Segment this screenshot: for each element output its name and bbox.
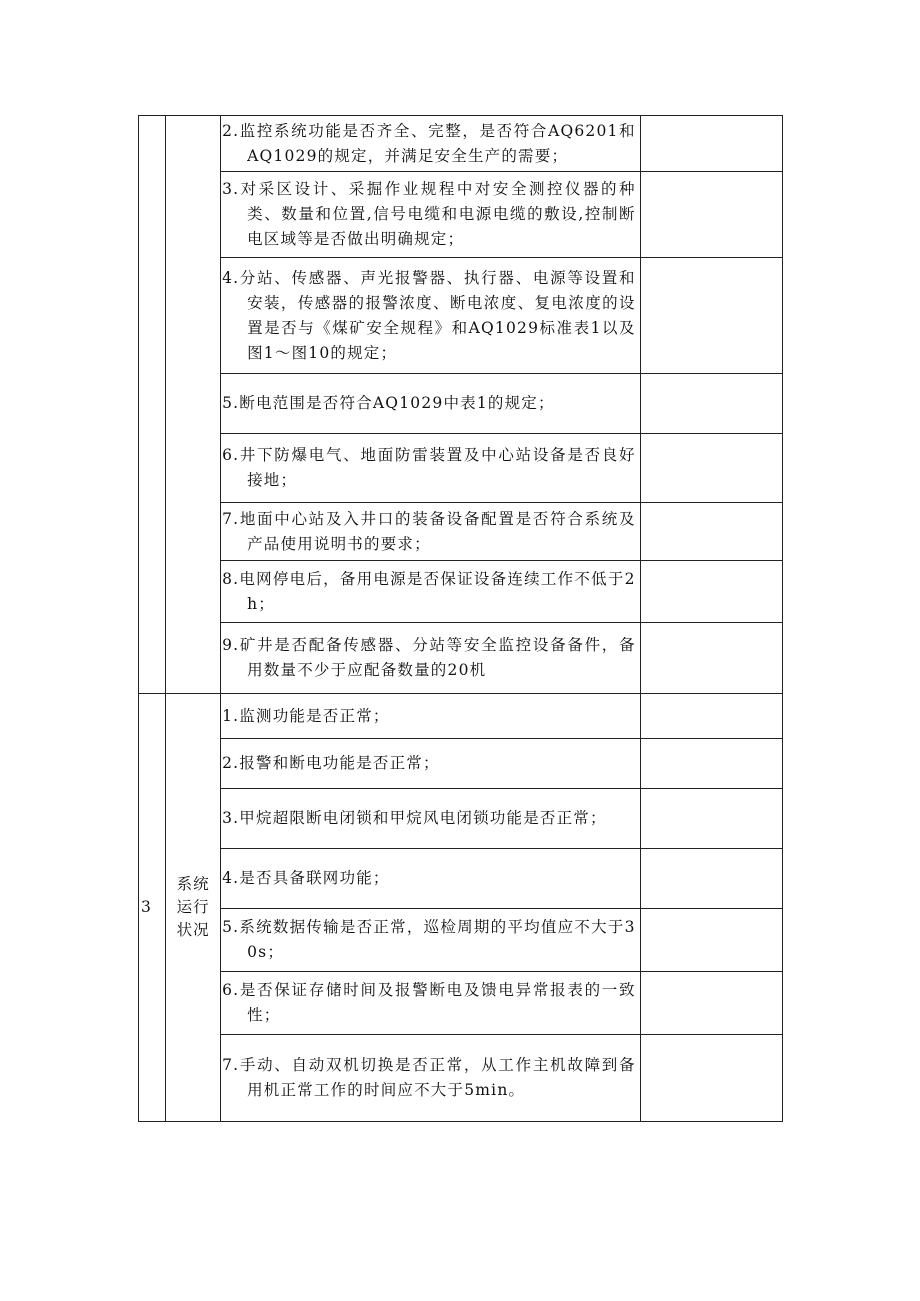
table-row xyxy=(139,1035,783,1122)
item-cell xyxy=(221,849,641,909)
item-text: 4.分站、传感器、声光报警器、执行器、电源等设置和安装，传感器的报警浓度、断电浓度、复电浓度的设置是否与《煤矿安全规程》和AQ1029标准表1以及图1～图10的规定； xyxy=(222,268,636,362)
item-text: 5.断电范围是否符合AQ1029中表1的规定； xyxy=(222,394,555,412)
result-cell xyxy=(640,172,782,258)
table-row xyxy=(139,909,783,972)
table-row xyxy=(139,374,783,434)
table-row xyxy=(139,739,783,789)
table-row xyxy=(139,849,783,909)
table-row xyxy=(139,172,783,258)
item-cell xyxy=(221,374,641,434)
item-cell xyxy=(221,116,641,172)
result-cell xyxy=(640,694,782,739)
result-cell xyxy=(640,258,782,374)
item-cell xyxy=(221,694,641,739)
table-row xyxy=(139,258,783,374)
table-row xyxy=(139,694,783,739)
result-cell xyxy=(640,849,782,909)
result-cell xyxy=(640,561,782,623)
section-name xyxy=(166,694,221,1122)
table-row xyxy=(139,789,783,849)
table-row xyxy=(139,623,783,694)
table-row xyxy=(139,972,783,1035)
result-cell xyxy=(640,623,782,694)
item-cell xyxy=(221,172,641,258)
item-cell xyxy=(221,503,641,561)
section-number: 3 xyxy=(139,694,166,1122)
item-cell xyxy=(221,434,641,503)
item-text: 3.对采区设计、采掘作业规程中对安全测控仪器的种类、数量和位置,信号电缆和电源电缆的敷设,控制断电区域等是否做出明确规定； xyxy=(222,180,636,248)
result-cell xyxy=(640,789,782,849)
item-text: 9.矿井是否配备传感器、分站等安全监控设备备件，备用数量不少于应配备数量的20机 xyxy=(222,636,636,679)
inspection-table xyxy=(138,115,783,1122)
section-name-line: 系统 xyxy=(176,875,210,893)
result-cell xyxy=(640,1035,782,1122)
item-text: 4.是否具备联网功能； xyxy=(222,869,390,887)
table-row xyxy=(139,116,783,172)
item-text: 5.系统数据传输是否正常，巡检周期的平均值应不大于30s； xyxy=(222,918,636,961)
item-cell xyxy=(221,258,641,374)
table-row xyxy=(139,434,783,503)
table-row xyxy=(139,503,783,561)
item-cell xyxy=(221,972,641,1035)
section-number xyxy=(139,116,166,694)
item-text: 2.监控系统功能是否齐全、完整，是否符合AQ6201和AQ1029的规定，并满足安全生产的需要； xyxy=(222,121,636,165)
item-text: 3.甲烷超限断电闭锁和甲烷风电闭锁功能是否正常； xyxy=(222,809,607,827)
item-text: 6.是否保证存储时间及报警断电及馈电异常报表的一致性； xyxy=(222,981,636,1024)
item-cell xyxy=(221,789,641,849)
item-cell xyxy=(221,623,641,694)
result-cell xyxy=(640,739,782,789)
section-name-line: 运行 xyxy=(176,898,210,916)
item-text: 7.手动、自动双机切换是否正常，从工作主机故障到备用机正常工作的时间应不大于5min。 xyxy=(222,1056,636,1099)
item-text: 8.电网停电后，备用电源是否保证设备连续工作不低于2h； xyxy=(222,569,636,613)
result-cell xyxy=(640,972,782,1035)
result-cell xyxy=(640,434,782,503)
item-text: 1.监测功能是否正常； xyxy=(222,706,390,725)
item-cell xyxy=(221,561,641,623)
item-cell xyxy=(221,909,641,972)
item-text: 2.报警和断电功能是否正常； xyxy=(222,754,440,772)
section-name xyxy=(166,116,221,694)
result-cell xyxy=(640,503,782,561)
result-cell xyxy=(640,909,782,972)
result-cell xyxy=(640,116,782,172)
item-text: 6.井下防爆电气、地面防雷装置及中心站设备是否良好接地； xyxy=(222,446,636,489)
item-cell xyxy=(221,1035,641,1122)
item-text: 7.地面中心站及入井口的装备设备配置是否符合系统及产品使用说明书的要求； xyxy=(222,509,636,553)
result-cell xyxy=(640,374,782,434)
item-cell xyxy=(221,739,641,789)
table-row xyxy=(139,561,783,623)
section-name-line: 状况 xyxy=(176,921,210,939)
